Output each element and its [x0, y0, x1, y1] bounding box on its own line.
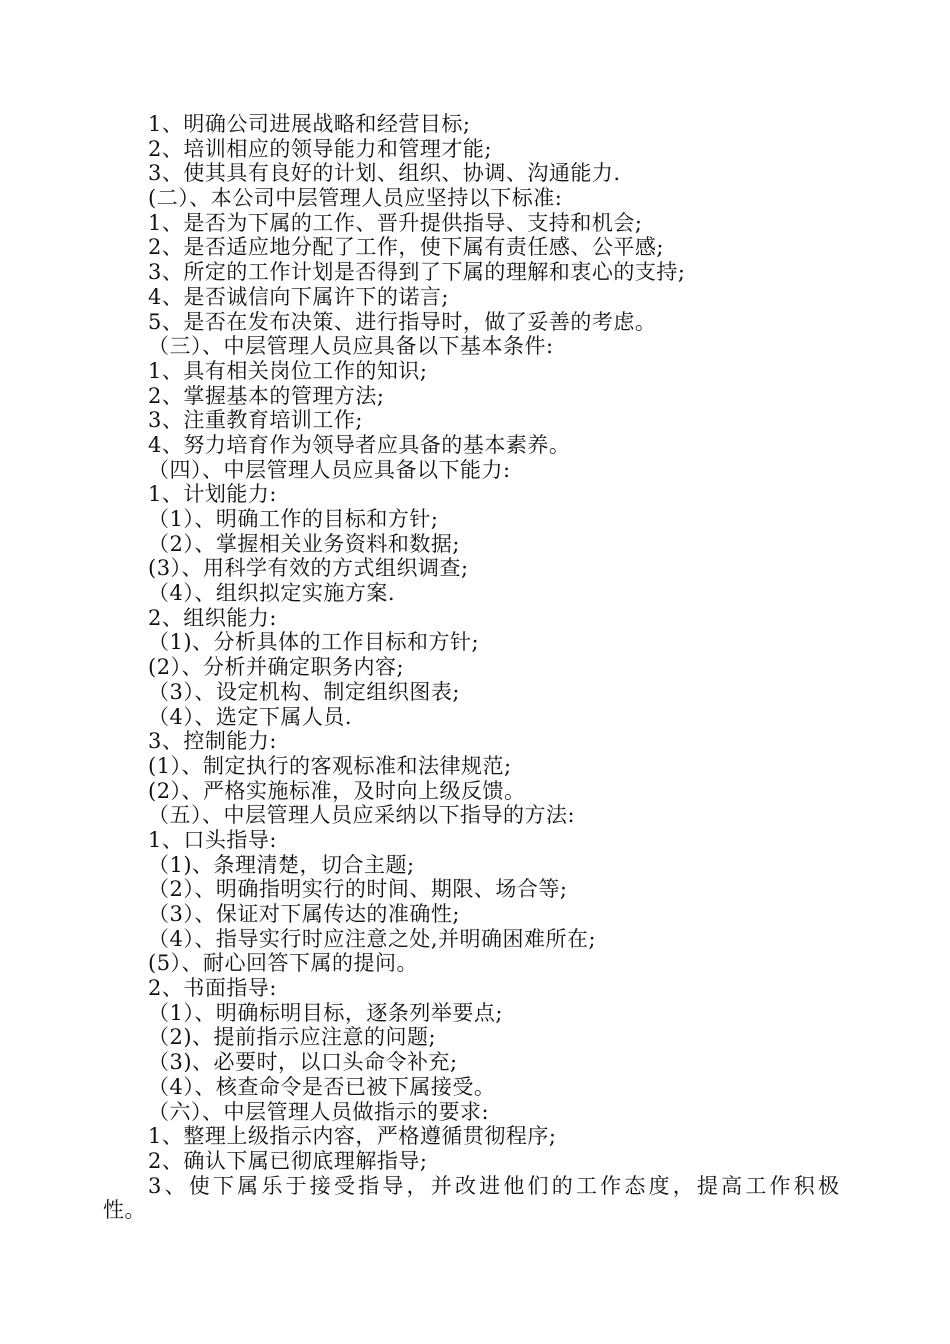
- text-line: （2）、掌握相关业务资料和数据;: [148, 531, 460, 556]
- text-line: （4）、核查命令是否已被下属接受。: [148, 1074, 496, 1099]
- text-line: 3、使其具有良好的计划、组织、协调、沟通能力.: [148, 161, 621, 186]
- text-line: 1、整理上级指示内容，严格遵循贯彻程序;: [148, 1124, 557, 1149]
- text-line: 2、确认下属已彻底理解指导;: [148, 1148, 428, 1173]
- text-line: 2、是否适应地分配了工作，使下属有责任感、公平感;: [148, 235, 664, 260]
- text-line: 2、培训相应的领导能力和管理才能;: [148, 136, 492, 161]
- text-line: （2）、明确指明实行的时间、期限、场合等;: [148, 877, 568, 902]
- text-line: 1、口头指导:: [148, 827, 277, 852]
- document-body: [0, 112, 950, 1223]
- text-line: (2）、分析并确定职务内容;: [148, 655, 405, 680]
- text-line: （2)、提前指示应注意的问题;: [148, 1025, 437, 1050]
- section-heading: (二）、本公司中层管理人员应坚持以下标准:: [148, 186, 563, 211]
- text-line: （3)、必要时，以口头命令补充;: [148, 1050, 458, 1075]
- text-line: （1)、分析具体的工作目标和方针;: [148, 630, 480, 655]
- text-line: 性。: [103, 1198, 146, 1223]
- text-line: 1、是否为下属的工作、晋升提供指导、支持和机会;: [148, 210, 643, 235]
- text-line: 4、努力培育作为领导者应具备的基本素养。: [148, 432, 571, 457]
- text-line: （4）、指导实行时应注意之处,并明确困难所在;: [148, 926, 597, 951]
- text-line: 3、所定的工作计划是否得到了下属的理解和衷心的支持;: [148, 260, 686, 285]
- text-line: 3、注重教育培训工作;: [148, 408, 363, 433]
- text-line: （4）、选定下属人员.: [148, 704, 353, 729]
- text-line: 3、控制能力:: [148, 729, 277, 754]
- text-line: 1、计划能力:: [148, 482, 277, 507]
- section-heading: （六）、中层管理人员做指示的要求:: [148, 1099, 490, 1124]
- text-line: 2、组织能力:: [148, 605, 277, 630]
- text-line: （3）、设定机构、制定组织图表;: [148, 679, 460, 704]
- section-heading: （四）、中层管理人员应具备以下能力:: [148, 457, 511, 482]
- text-line: (2）、严格实施标准，及时向上级反馈。: [148, 778, 526, 803]
- section-heading: （五）、中层管理人员应采纳以下指导的方法:: [148, 803, 576, 828]
- text-line: (3）、用科学有效的方式组织调查;: [148, 556, 469, 581]
- text-line: （1)、条理清楚，切合主题;: [148, 852, 415, 877]
- text-line: (5）、耐心回答下属的提问。: [148, 951, 419, 976]
- text-line: 2、掌握基本的管理方法;: [148, 383, 385, 408]
- text-line: （1）、明确工作的目标和方针;: [148, 507, 439, 531]
- text-line: （3）、保证对下属传达的准确性;: [148, 902, 460, 926]
- text-line: 1、具有相关岗位工作的知识;: [148, 358, 428, 383]
- text-line: 5、是否在发布决策、进行指导时，做了妥善的考虑。: [148, 309, 657, 334]
- text-line: 2、书面指导:: [148, 976, 277, 1001]
- section-heading: （三）、中层管理人员应具备以下基本条件:: [148, 334, 554, 359]
- text-line: （1）、明确标明目标，逐条列举要点;: [148, 1000, 503, 1025]
- text-line: 3、使下属乐于接受指导，并改进他们的工作态度，提高工作积极: [148, 1173, 843, 1198]
- text-line: 4、是否诚信向下属许下的诺言;: [148, 284, 449, 309]
- text-line: （4）、组织拟定实施方案.: [148, 581, 396, 606]
- text-line: 1、明确公司进展战略和经营目标;: [148, 112, 471, 136]
- text-line: (1）、制定执行的客观标准和法律规范;: [148, 753, 512, 778]
